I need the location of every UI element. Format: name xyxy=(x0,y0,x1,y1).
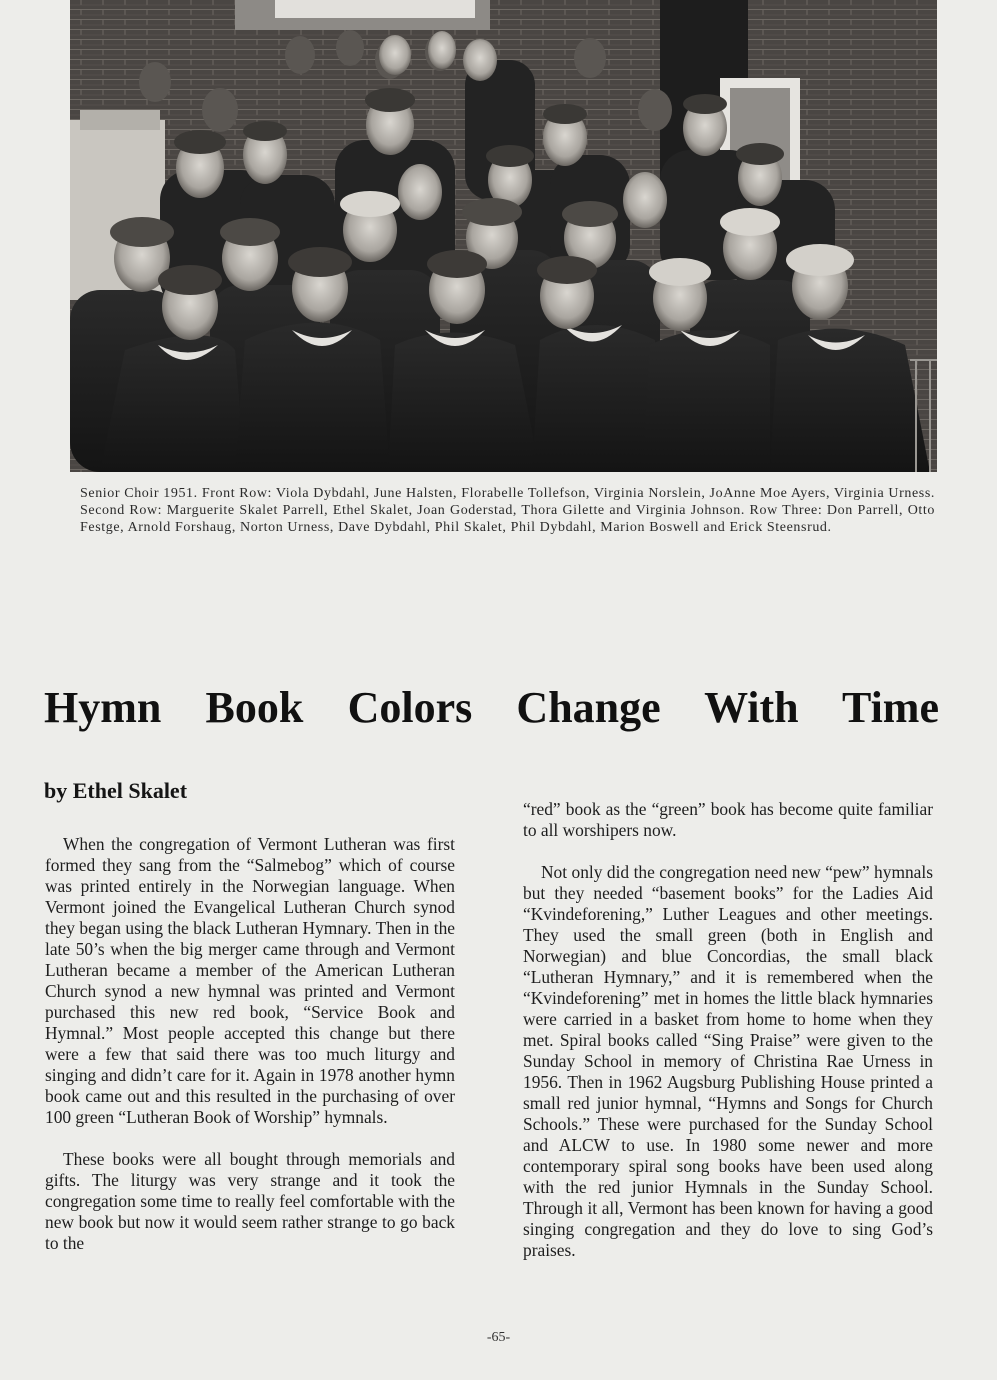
article-headline: Hymn Book Colors Change With Time xyxy=(44,683,939,732)
choir-photo xyxy=(70,0,937,472)
paragraph: Not only did the congregation need new “pew” hymnals but they needed “basement books” for the Ladies Aid “Kvindeforening,” Luther Leagues and other meetings. They used the small green (both in English and Norwegian) and blue Concordias, the small black “Lutheran Hymnary,” and it is remembered when the “Kvindeforening” met in homes the little black hymnaries were carried in a basket from home to home when they met. Spiral books called “Sing Praise” were given to the Sunday School in memory of Christina Rae Urness in 1956. Then in 1962 Augsburg Publishing House printed a small red junior hymnal, “Hymns and Songs for Church Schools.” These were purchased for the Sunday School and ALCW to use. In 1980 some newer and more contemporary spiral song books have been used along with the red junior Hymnals in the Sunday School. Through it all, Vermont has been known for having a good singing congregation and they do love to sing God’s praises. xyxy=(523,862,933,1260)
article-byline: by Ethel Skalet xyxy=(44,778,188,803)
paragraph: When the congregation of Vermont Lutheran was first formed they sang from the “Salmebog” which of course was printed entirely in the Norwegian language. When Vermont joined the Evangelical Lutheran Church synod they began using the black Lutheran Hymnary. Then in the late 50’s when the big merger came through and Vermont Lutheran became a member of the American Lutheran Church synod a new hymnal was printed and Vermont purchased this new red book, “Service Book and Hymnal.” Most people accepted this change but there were a few that said there was too much liturgy and singing and didn’t care for it. Again in 1978 another hymn book came out and this resulted in the purchasing of over 100 green “Lutheran Book of Worship” hymnals. xyxy=(45,834,455,1127)
page-number: -65- xyxy=(486,1330,511,1345)
paragraph: “red” book as the “green” book has become quite familiar to all worshipers now. xyxy=(523,799,933,840)
article-column-right xyxy=(523,799,933,1282)
article-column-left xyxy=(45,834,455,1275)
paragraph: These books were all bought through memorials and gifts. The liturgy was very strange and it took the congregation some time to really feel comfortable with the new book but now it would seem rather strange to go back to the xyxy=(45,1149,455,1253)
photo-caption: Senior Choir 1951. Front Row: Viola Dybdahl, June Halsten, Florabelle Tollefson, Virginia Norslein, JoAnne Moe Ayers, Virginia Urness. Second Row: Marguerite Skalet Parrell, Ethel Skalet, Joan Goderstad, Thora Gilette and Virginia Johnson. Row Three: Don Parrell, Otto Festge, Arnold Forshaug, Norton Urness, Dave Dybdahl, Phil Skalet, Phil Dybdahl, Marion Boswell and Erick Steensrud. xyxy=(80,486,935,535)
